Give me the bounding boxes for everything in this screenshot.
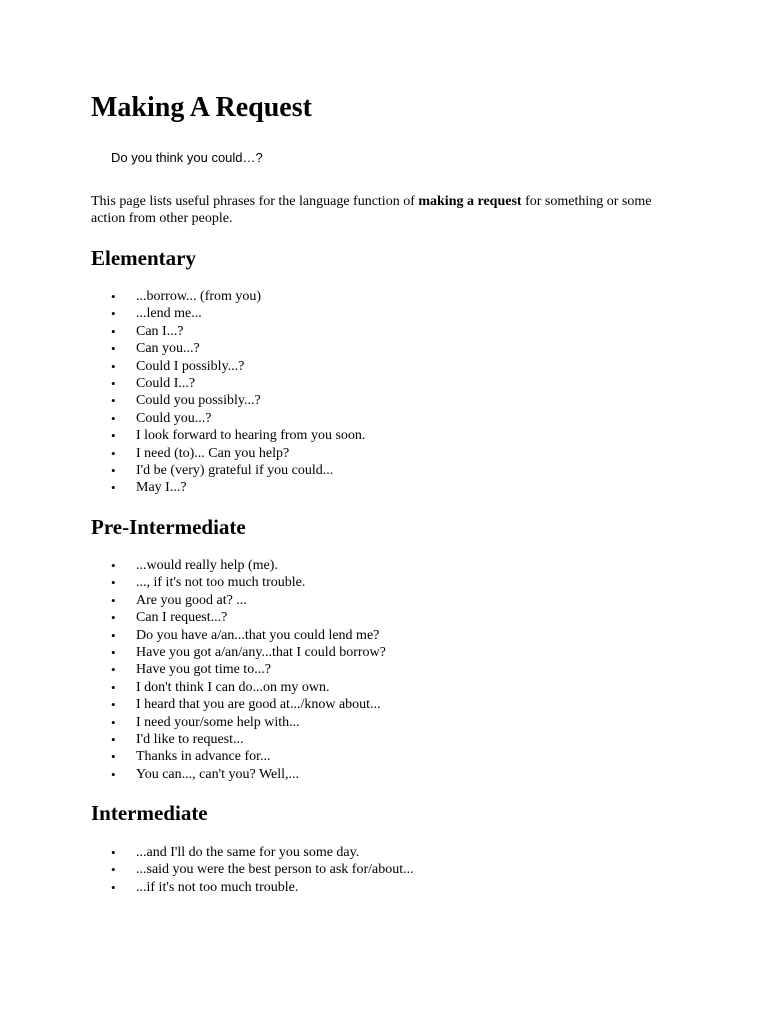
list-item: • Can you...? — [91, 340, 365, 357]
phrase-list-elementary — [91, 288, 365, 497]
list-item: • I need (to)... Can you help? — [91, 445, 365, 462]
list-item: • I'd be (very) grateful if you could... — [91, 462, 365, 479]
list-item: • Do you have a/an...that you could lend me? — [91, 627, 386, 644]
list-item: • Can I...? — [91, 323, 365, 340]
intro-emphasis: making a request — [418, 194, 522, 209]
list-item: • I need your/some help with... — [91, 714, 386, 731]
list-item: • Could you possibly...? — [91, 392, 365, 409]
list-item: • ...if it's not too much trouble. — [91, 879, 414, 896]
list-item: • ...said you were the best person to ask for/about... — [91, 861, 414, 878]
intro-text-before: This page lists useful phrases for the language function of — [91, 194, 419, 209]
list-item: • Can I request...? — [91, 609, 386, 626]
list-item: • ..., if it's not too much trouble. — [91, 574, 386, 591]
section-heading-intermediate: Intermediate — [91, 801, 208, 825]
section-heading-pre-intermediate: Pre-Intermediate — [91, 515, 246, 539]
list-item: • Are you good at? ... — [91, 592, 386, 609]
list-item: • ...would really help (me). — [91, 557, 386, 574]
list-item: • Thanks in advance for... — [91, 748, 386, 765]
list-item: • Could you...? — [91, 410, 365, 427]
phrase-list-intermediate — [91, 844, 414, 896]
section-heading-elementary: Elementary — [91, 246, 196, 270]
list-item: • I don't think I can do...on my own. — [91, 679, 386, 696]
list-item: • ...borrow... (from you) — [91, 288, 365, 305]
list-item: • ...lend me... — [91, 305, 365, 322]
intro-paragraph — [91, 193, 681, 227]
list-item: • I look forward to hearing from you soon. — [91, 427, 365, 444]
list-item: • You can..., can't you? Well,... — [91, 766, 386, 783]
list-item: • I'd like to request... — [91, 731, 386, 748]
list-item: • ...and I'll do the same for you some day. — [91, 844, 414, 861]
list-item: • Have you got time to...? — [91, 661, 386, 678]
example-quote: Do you think you could…? — [111, 150, 263, 165]
intro-text-after: for something or some action from other people. — [91, 194, 652, 226]
phrase-list-pre-intermediate — [91, 557, 386, 783]
list-item: • I heard that you are good at.../know about... — [91, 696, 386, 713]
list-item: • May I...? — [91, 479, 365, 496]
list-item: • Could I...? — [91, 375, 365, 392]
list-item: • Could I possibly...? — [91, 358, 365, 375]
list-item: • Have you got a/an/any...that I could borrow? — [91, 644, 386, 661]
page-title: Making A Request — [91, 92, 312, 123]
